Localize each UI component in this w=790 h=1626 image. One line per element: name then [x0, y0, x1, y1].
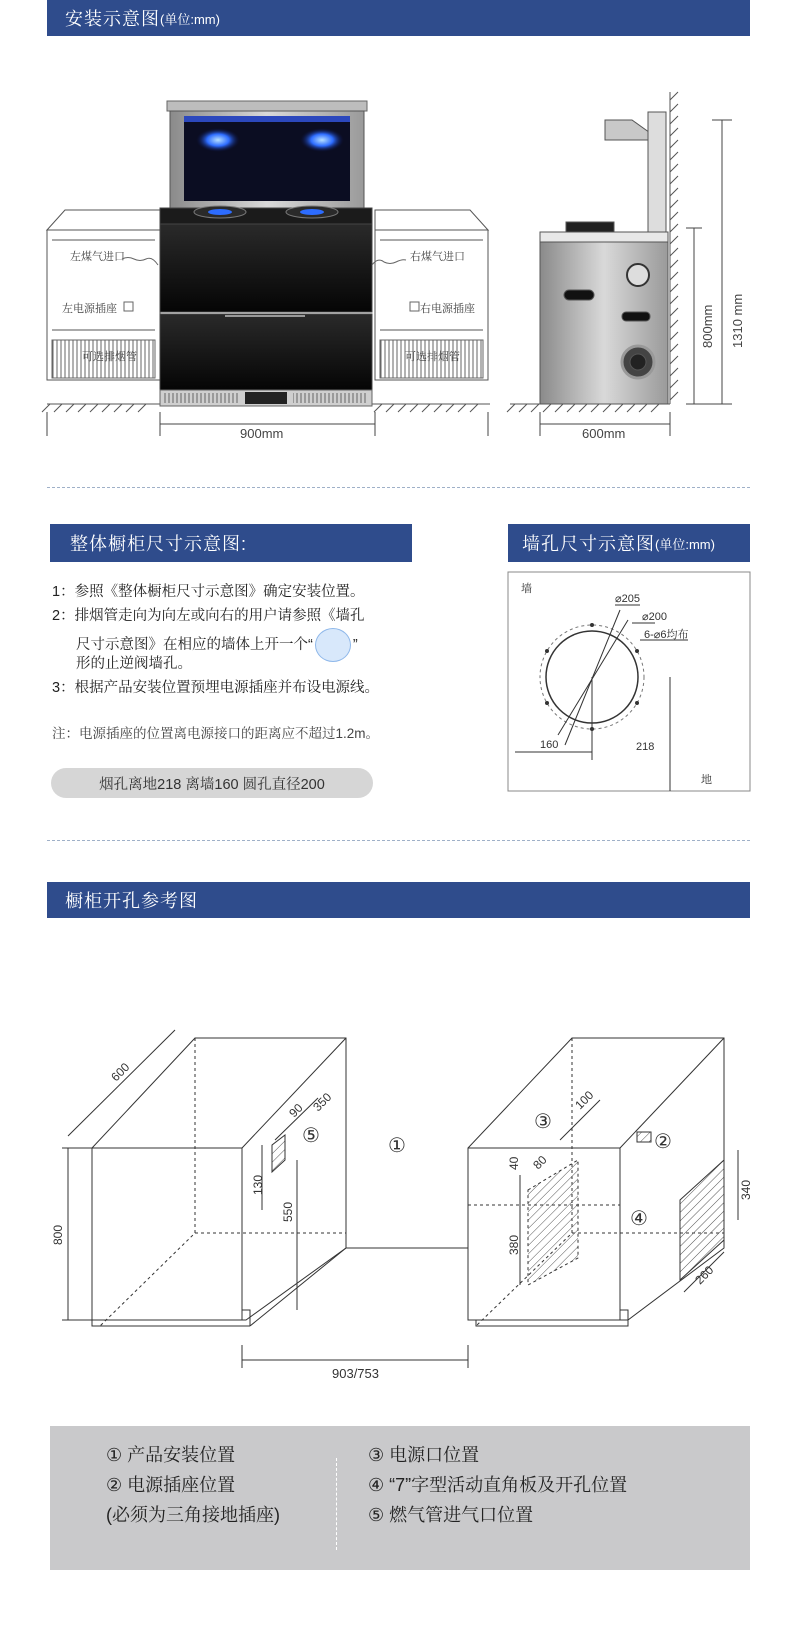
- svg-text:903/753: 903/753: [332, 1366, 379, 1381]
- wallhole-unit: (单位:mm): [655, 536, 715, 552]
- spec-pill: 烟孔离地218 离墙160 圆孔直径200: [51, 768, 373, 798]
- install-unit: (单位:mm): [160, 11, 220, 27]
- dim-900: [47, 412, 488, 441]
- svg-text:④: ④: [630, 1208, 648, 1230]
- install-title: 安装示意图: [65, 9, 160, 29]
- step-1: 1：参照《整体橱柜尺寸示意图》确定安装位置。: [52, 584, 365, 600]
- svg-text:130: 130: [251, 1174, 265, 1195]
- legend-item-5: ⑤ 燃气管进气口位置: [368, 1505, 534, 1525]
- svg-text:380: 380: [507, 1234, 521, 1255]
- integrated-stove-front: [160, 101, 372, 406]
- left-gas-label: 左煤气进口: [70, 251, 125, 263]
- legend-panel: [50, 1426, 750, 1570]
- svg-text:地: 地: [701, 774, 712, 786]
- legend-item-4: ④ “7”字型活动直角板及开孔位置: [368, 1475, 628, 1495]
- svg-text:6-⌀6均布: 6-⌀6均布: [644, 629, 689, 641]
- step-2-line-1: 2：排烟管走向为向左或向右的用户请参照《墙孔: [52, 608, 365, 624]
- svg-text:③: ③: [534, 1111, 552, 1133]
- legend-item-1: ① 产品安装位置: [106, 1445, 236, 1465]
- legend-col-2: [368, 1440, 627, 1530]
- legend-divider: [336, 1458, 337, 1550]
- svg-text:⌀205: ⌀205: [615, 593, 640, 605]
- legend-item-3: ③ 电源口位置: [368, 1445, 480, 1465]
- svg-text:600: 600: [108, 1060, 133, 1085]
- svg-text:100: 100: [572, 1088, 597, 1113]
- step-2-line-3: 形的止逆阀墙孔。: [76, 656, 192, 672]
- left-pipe-label: 可选排烟管: [82, 351, 137, 363]
- opening-diagram: [62, 1030, 738, 1368]
- svg-text:90: 90: [286, 1100, 306, 1121]
- svg-text:800: 800: [51, 1224, 65, 1245]
- svg-text:⑤: ⑤: [302, 1125, 320, 1147]
- left-power-label: 左电源插座: [62, 303, 117, 315]
- svg-text:⌀200: ⌀200: [642, 611, 667, 623]
- opening-title: 橱柜开孔参考图: [65, 891, 198, 911]
- svg-text:②: ②: [654, 1131, 672, 1153]
- svg-text:260: 260: [692, 1263, 717, 1288]
- svg-text:218: 218: [636, 741, 655, 753]
- cabinet-title: 整体橱柜尺寸示意图:: [70, 534, 248, 554]
- note: 注：电源插座的位置离电源接口的距离应不超过1.2m。: [52, 726, 380, 741]
- opening-labels: [51, 1060, 753, 1381]
- svg-text:40: 40: [507, 1156, 521, 1170]
- svg-text:350: 350: [310, 1090, 335, 1115]
- legend-item-2-note: (必须为三角接地插座): [106, 1505, 280, 1525]
- svg-text:80: 80: [530, 1152, 550, 1173]
- svg-text:①: ①: [388, 1135, 406, 1157]
- wallhole-title: 墙孔尺寸示意图: [522, 534, 655, 554]
- wall-hole-diagram: [508, 572, 750, 791]
- quote-open: “: [308, 636, 313, 653]
- svg-text:900mm: 900mm: [240, 426, 284, 441]
- svg-text:1310 mm: 1310 mm: [730, 293, 745, 348]
- right-pipe-label: 可选排烟管: [405, 351, 460, 363]
- svg-text:墙: 墙: [521, 583, 532, 595]
- install-side-view: [507, 92, 678, 412]
- right-power-label: 右电源插座: [420, 303, 475, 315]
- legend-item-2: ② 电源插座位置: [106, 1475, 236, 1495]
- step-3: 3：根据产品安装位置预埋电源插座并布设电源线。: [52, 680, 380, 696]
- svg-text:340: 340: [739, 1179, 753, 1200]
- right-gas-label: 右煤气进口: [410, 251, 465, 263]
- svg-text:600mm: 600mm: [582, 426, 626, 441]
- quote-close: ”: [352, 636, 358, 653]
- svg-text:800mm: 800mm: [700, 304, 715, 348]
- step-2-text: 尺寸示意图》在相应的墙体上开一个: [76, 636, 308, 653]
- svg-text:160: 160: [540, 739, 559, 751]
- legend-col-1: [106, 1440, 280, 1530]
- svg-text:550: 550: [281, 1201, 295, 1222]
